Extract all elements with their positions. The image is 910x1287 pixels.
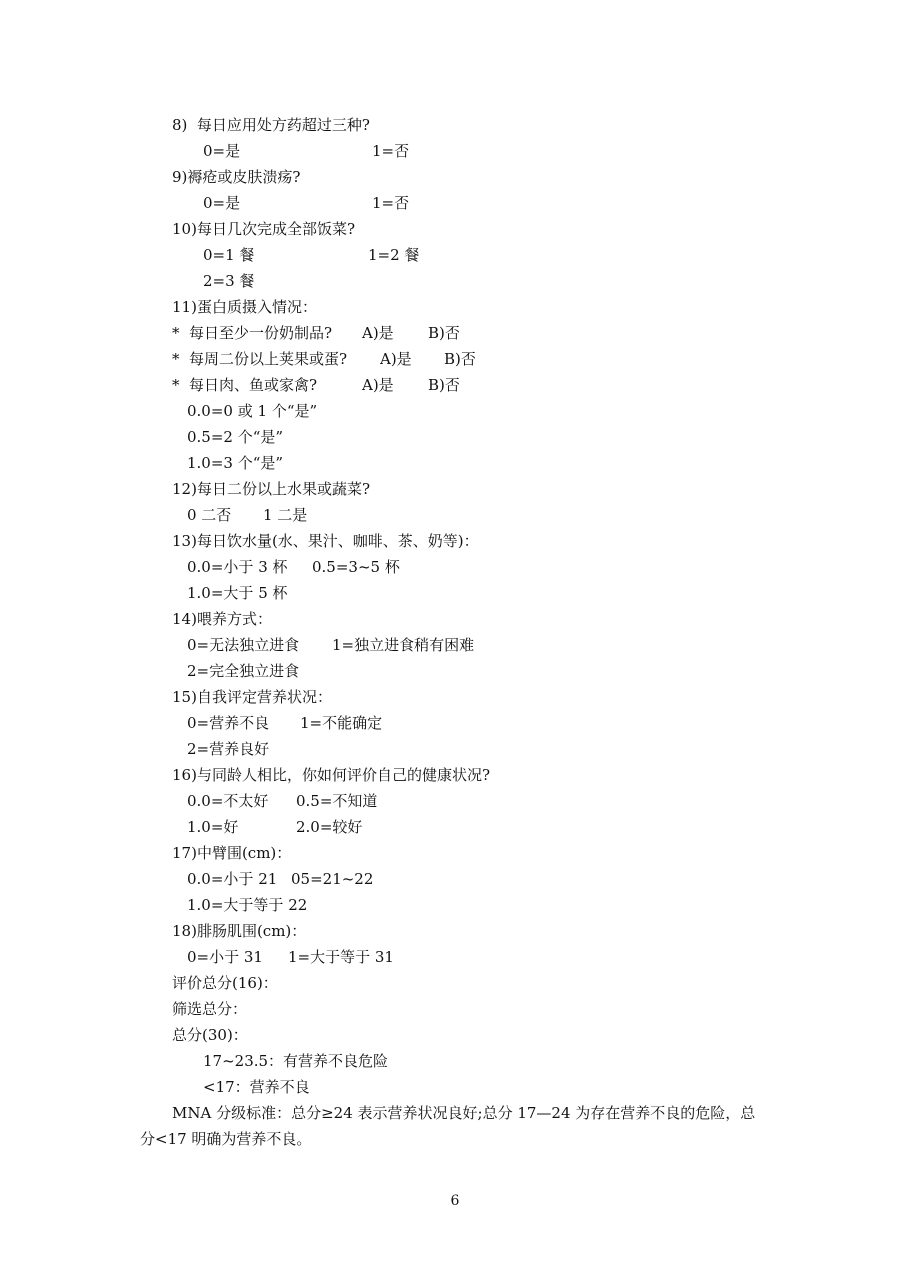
protein-q2: * 每周二份以上荚果或蛋? (172, 350, 348, 368)
question-18: 18)腓肠肌围(cm)： (172, 922, 307, 940)
question-13: 13)每日饮水量(水、果汁、咖啡、茶、奶等)： (172, 532, 479, 550)
protein-score-1: 0.5=2 个“是” (187, 428, 284, 446)
option-16-c: 1.0=好 (187, 818, 239, 836)
option-12-a: 0 二否 (187, 506, 232, 524)
option-12-b: 1 二是 (263, 506, 308, 524)
option-15-c: 2=营养良好 (187, 740, 270, 758)
option-14-b: 1=独立进食稍有困难 (332, 636, 475, 654)
protein-q1-a: A)是 (362, 324, 394, 342)
question-16: 16)与同龄人相比，你如何评价自己的健康状况? (172, 766, 490, 784)
question-14: 14)喂养方式： (172, 610, 272, 628)
mna-standard-line1: MNA 分级标准：总分≥24 表示营养状况良好;总分 17—24 为存在营养不良的危险，总 (172, 1104, 756, 1122)
protein-q1-b: B)否 (428, 324, 460, 342)
option-13-b: 0.5=3~5 杯 (312, 558, 400, 576)
range-malnutrition: <17：营养不良 (203, 1078, 310, 1096)
total-score: 总分(30)： (172, 1026, 248, 1044)
question-10: 10)每日几次完成全部饭菜? (172, 220, 355, 238)
option-18-a: 0=小于 31 (187, 948, 263, 966)
option-8-a: 0=是 (203, 142, 241, 160)
option-17-b: 05=21~22 (291, 870, 374, 888)
option-16-b: 0.5=不知道 (296, 792, 378, 810)
option-17-c: 1.0=大于等于 22 (187, 896, 308, 914)
option-14-a: 0=无法独立进食 (187, 636, 300, 654)
option-9-b: 1=否 (372, 194, 410, 212)
page-number: 6 (450, 1193, 460, 1209)
protein-q3-b: B)否 (428, 376, 460, 394)
question-12: 12)每日二份以上水果或蔬菜? (172, 480, 370, 498)
question-11: 11)蛋白质摄入情况： (172, 298, 317, 316)
question-8: 8) 每日应用处方药超过三种? (172, 116, 370, 134)
protein-score-2: 1.0=3 个“是” (187, 454, 284, 472)
protein-q1: * 每日至少一份奶制品? (172, 324, 333, 342)
evaluation-total: 评价总分(16)： (172, 974, 278, 992)
option-13-a: 0.0=小于 3 杯 (187, 558, 288, 576)
protein-score-0: 0.0=0 或 1 个“是” (187, 402, 318, 420)
option-13-c: 1.0=大于 5 杯 (187, 584, 288, 602)
protein-q3: * 每日肉、鱼或家禽? (172, 376, 318, 394)
screening-total: 筛选总分： (172, 1000, 248, 1018)
option-17-a: 0.0=小于 21 (187, 870, 278, 888)
protein-q3-a: A)是 (362, 376, 394, 394)
protein-q2-b: B)否 (444, 350, 476, 368)
option-8-b: 1=否 (372, 142, 410, 160)
option-15-a: 0=营养不良 (187, 714, 270, 732)
option-18-b: 1=大于等于 31 (288, 948, 394, 966)
mna-standard-line2: 分<17 明确为营养不良。 (140, 1130, 312, 1148)
protein-q2-a: A)是 (380, 350, 412, 368)
option-10-a: 0=1 餐 (203, 246, 255, 264)
option-9-a: 0=是 (203, 194, 241, 212)
option-14-c: 2=完全独立进食 (187, 662, 300, 680)
option-15-b: 1=不能确定 (300, 714, 383, 732)
range-risk: 17~23.5：有营养不良危险 (203, 1052, 389, 1070)
question-9: 9)褥疮或皮肤溃疡? (172, 168, 301, 186)
option-16-d: 2.0=较好 (296, 818, 363, 836)
option-16-a: 0.0=不太好 (187, 792, 269, 810)
question-17: 17)中臂围(cm)： (172, 844, 292, 862)
option-10-c: 2=3 餐 (203, 272, 255, 290)
option-10-b: 1=2 餐 (368, 246, 420, 264)
question-15: 15)自我评定营养状况： (172, 688, 332, 706)
